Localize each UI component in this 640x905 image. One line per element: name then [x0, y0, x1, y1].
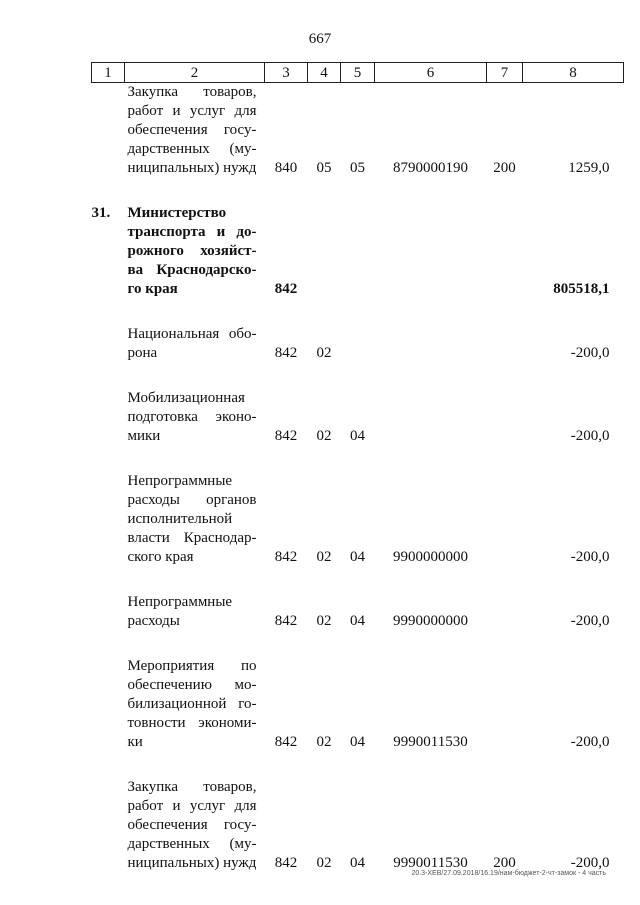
table-row	[92, 472, 624, 567]
table-row	[92, 778, 624, 873]
cell-col7	[487, 389, 523, 446]
header-cell: 3	[265, 63, 308, 83]
table-row	[92, 325, 624, 363]
table-row	[92, 657, 624, 752]
cell-col7	[487, 593, 523, 631]
cell-col5: 04	[350, 549, 365, 565]
page-number: 667	[308, 31, 332, 47]
cell-col4: 02	[316, 734, 332, 750]
row-number: 31.	[91, 205, 111, 221]
cell-col5: 05	[350, 160, 365, 176]
cell-col3: 842	[274, 734, 298, 750]
cell-amount: -200,0	[570, 613, 610, 629]
cell-col5	[341, 325, 375, 363]
row-description: Мероприятия по обеспечению мо-билизационной го-товности экономи-ки	[127, 658, 257, 750]
header-cell: 5	[341, 63, 375, 83]
cell-col6: 9990011530	[393, 855, 468, 871]
cell-col4: 02	[316, 855, 332, 871]
row-description: Непрограммные расходы	[127, 594, 233, 629]
cell-col7	[487, 325, 523, 363]
cell-col6	[375, 389, 487, 446]
cell-col5: 04	[350, 734, 365, 750]
cell-col3: 842	[274, 428, 298, 444]
cell-amount: 805518,1	[553, 281, 610, 297]
header-row	[92, 63, 624, 83]
cell-col4: 02	[316, 549, 332, 565]
row-number	[92, 83, 125, 179]
cell-col7: 200	[493, 855, 516, 871]
header-cell: 2	[125, 63, 265, 83]
cell-amount: 1259,0	[568, 160, 610, 176]
table-row	[92, 204, 624, 299]
header-cell: 1	[92, 63, 125, 83]
cell-col7	[487, 204, 523, 299]
table-row	[92, 389, 624, 446]
cell-col7: 200	[493, 160, 516, 176]
row-number	[92, 778, 125, 873]
cell-col3: 842	[274, 613, 298, 629]
cell-col3: 842	[274, 281, 298, 297]
cell-col5: 04	[350, 613, 365, 629]
row-description: Национальная обо-рона	[127, 326, 257, 361]
cell-col6	[375, 204, 487, 299]
row-number	[92, 389, 125, 446]
cell-col4: 05	[316, 160, 332, 176]
cell-col6: 9990011530	[393, 734, 468, 750]
row-number	[92, 593, 125, 631]
table-row	[92, 593, 624, 631]
row-description: Закупка товаров, работ и услуг для обеспечения госу-дарственных (му-ниципальных) нужд	[127, 84, 257, 176]
cell-col4: 02	[316, 613, 332, 629]
cell-amount: -200,0	[570, 428, 610, 444]
cell-col3: 842	[274, 855, 298, 871]
table-row	[92, 83, 624, 179]
cell-col5	[341, 204, 375, 299]
cell-amount: -200,0	[570, 855, 610, 871]
cell-col6	[375, 325, 487, 363]
row-number	[92, 657, 125, 752]
cell-col6: 9900000000	[393, 549, 468, 565]
cell-amount: -200,0	[570, 734, 610, 750]
row-description: Непрограммные расходы органов исполнительной власти Краснодар-ского края	[127, 473, 257, 565]
cell-col7	[487, 657, 523, 752]
cell-col6: 8790000190	[393, 160, 468, 176]
budget-table	[91, 62, 624, 873]
header-cell: 8	[523, 63, 624, 83]
cell-col5: 04	[350, 428, 365, 444]
row-description: Мобилизационная подготовка эконо-мики	[127, 390, 257, 444]
footer-stamp: 20.3-ХЕВ/27.09.2018/16.19/нам-бюджет-2-чт-замок - 4 часть	[411, 870, 606, 877]
cell-col7	[487, 472, 523, 567]
header-cell: 7	[487, 63, 523, 83]
cell-col4	[308, 204, 341, 299]
cell-col3: 840	[274, 160, 298, 176]
cell-amount: -200,0	[570, 549, 610, 565]
cell-col3: 842	[274, 345, 298, 361]
cell-col3: 842	[274, 549, 298, 565]
row-number	[92, 325, 125, 363]
cell-col4: 02	[316, 345, 332, 361]
cell-col6: 9990000000	[393, 613, 468, 629]
cell-col5: 04	[350, 855, 365, 871]
cell-amount: -200,0	[570, 345, 610, 361]
cell-col4: 02	[316, 428, 332, 444]
header-cell: 6	[375, 63, 487, 83]
row-description: Министерство транспорта и до-рожного хозяйст-ва Краснодарско-го края	[127, 205, 257, 297]
row-number	[92, 472, 125, 567]
header-cell: 4	[308, 63, 341, 83]
row-description: Закупка товаров, работ и услуг для обеспечения госу-дарственных (му-ниципальных) нужд	[127, 779, 257, 871]
